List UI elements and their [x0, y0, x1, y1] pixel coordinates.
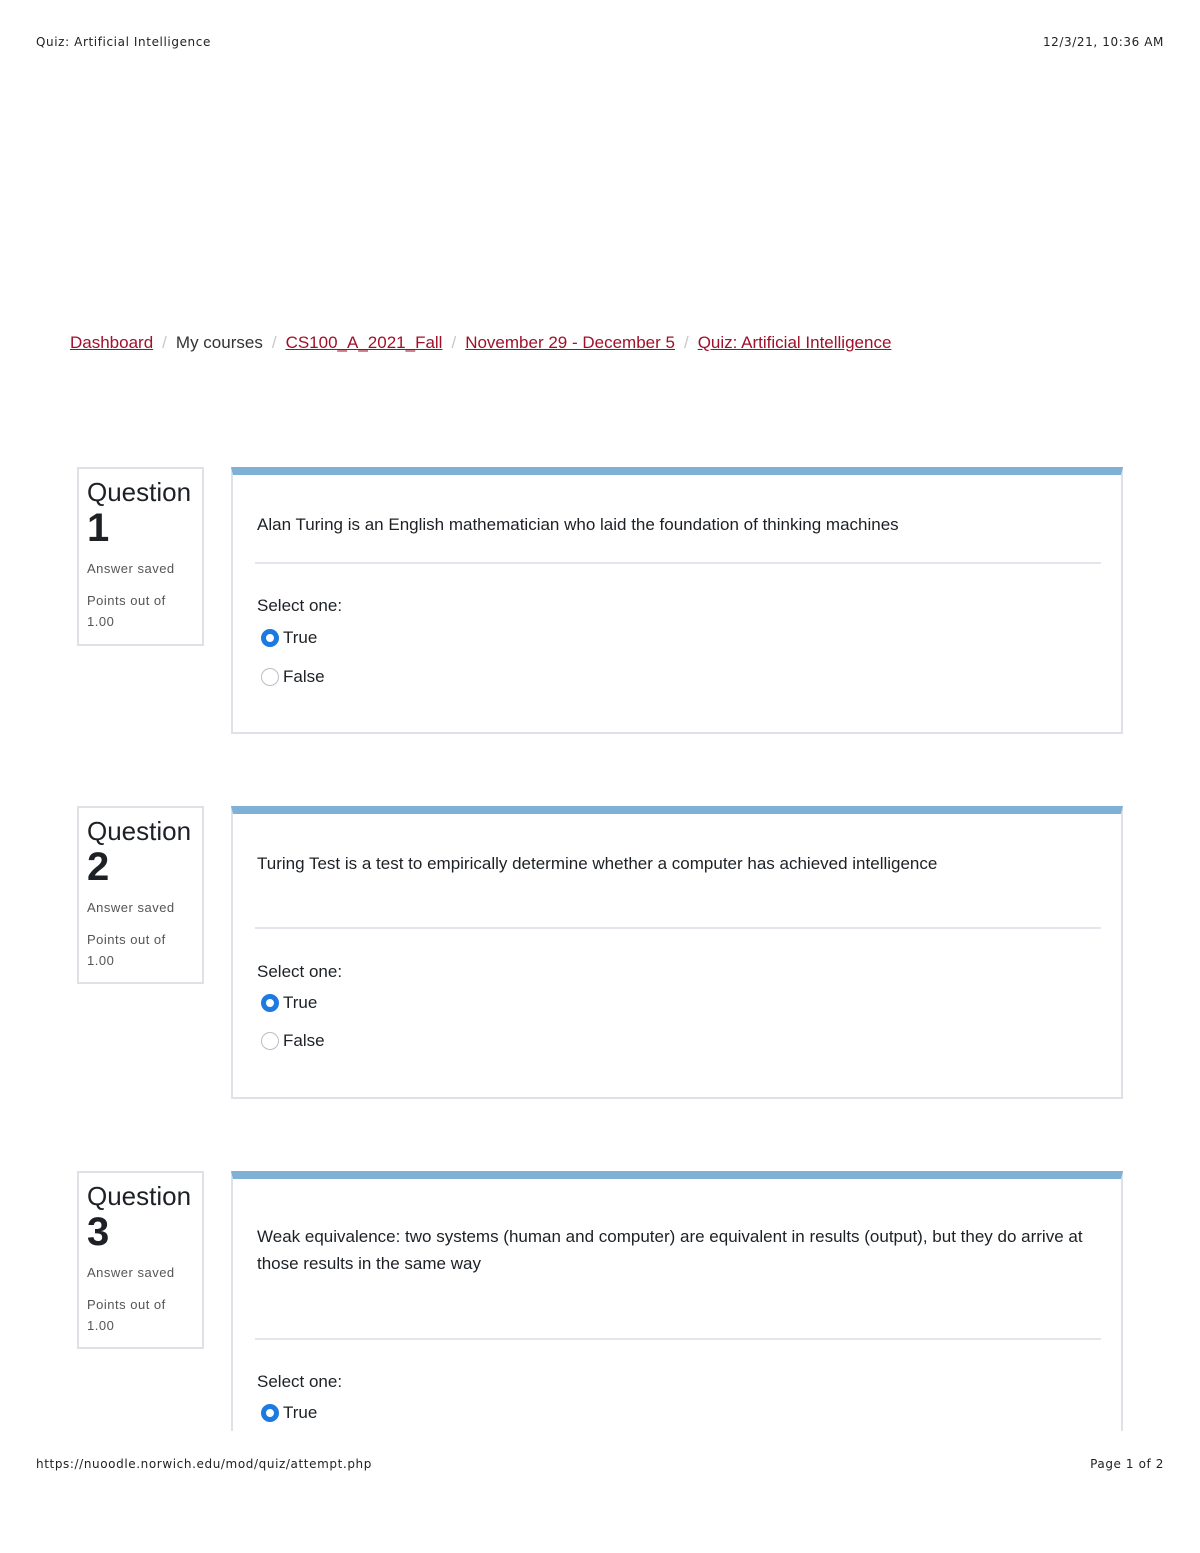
breadcrumb-separator: /	[162, 333, 167, 352]
print-url: https://nuoodle.norwich.edu/mod/quiz/attempt.php	[36, 1457, 372, 1471]
divider	[255, 927, 1101, 929]
option-true[interactable]	[261, 628, 317, 648]
question-label: Question	[87, 1181, 192, 1211]
print-page-number: Page 1 of 2	[1090, 1457, 1164, 1471]
breadcrumb-separator: /	[271, 333, 277, 352]
print-datetime: 12/3/21, 10:36 AM	[1042, 35, 1164, 49]
select-prompt: Select one:	[257, 962, 343, 981]
option-label: True	[283, 1403, 318, 1422]
divider	[255, 562, 1101, 564]
option-label: True	[283, 993, 318, 1012]
question-grade	[87, 1294, 194, 1336]
breadcrumb-quiz[interactable]: Quiz: Artificial Intelligence	[697, 333, 892, 352]
question-number: 2	[87, 845, 110, 889]
question-label: Question	[87, 816, 192, 846]
option-label: False	[283, 667, 325, 686]
option-true[interactable]	[261, 993, 317, 1013]
question-text: Alan Turing is an English mathematician who laid the foundation of thinking machines	[257, 515, 899, 534]
divider	[255, 1338, 1101, 1340]
breadcrumb-separator: /	[451, 333, 457, 352]
breadcrumb-separator: /	[683, 333, 689, 352]
radio-checked-icon[interactable]	[261, 629, 279, 647]
question-3-info	[77, 1171, 204, 1349]
radio-checked-icon[interactable]	[261, 1404, 279, 1422]
option-false[interactable]	[261, 667, 325, 687]
grade-label: Points out of	[87, 1297, 166, 1312]
question-state: Answer saved	[87, 561, 175, 576]
question-state: Answer saved	[87, 900, 175, 915]
grade-value: 1.00	[87, 1318, 115, 1333]
question-text: Turing Test is a test to empirically determine whether a computer has achieved intelligence	[257, 854, 938, 873]
question-1-info	[77, 467, 204, 646]
grade-value: 1.00	[87, 614, 115, 629]
breadcrumb-dashboard[interactable]: Dashboard	[70, 333, 154, 352]
grade-value: 1.00	[87, 953, 115, 968]
breadcrumb-week[interactable]: November 29 - December 5	[465, 333, 675, 352]
print-footer	[36, 1457, 1164, 1471]
select-prompt: Select one:	[257, 1372, 343, 1391]
breadcrumb	[70, 333, 891, 353]
question-number: 1	[87, 506, 110, 550]
option-label: True	[283, 628, 318, 647]
question-number: 3	[87, 1210, 110, 1254]
print-title: Quiz: Artificial Intelligence	[36, 35, 211, 49]
question-text: Weak equivalence: two systems (human and computer) are equivalent in results (output), but they do arrive at those results in the same way	[257, 1227, 1083, 1273]
question-grade	[87, 590, 194, 632]
print-header	[36, 35, 1164, 49]
question-2-info	[77, 806, 204, 984]
select-prompt: Select one:	[257, 596, 343, 615]
question-2-content	[231, 806, 1123, 1099]
breadcrumb-my-courses: My courses	[175, 333, 263, 352]
option-label: False	[283, 1031, 325, 1050]
option-false[interactable]	[261, 1031, 325, 1051]
question-3-content	[231, 1171, 1123, 1431]
question-label: Question	[87, 477, 192, 507]
radio-checked-icon[interactable]	[261, 994, 279, 1012]
grade-label: Points out of	[87, 932, 166, 947]
breadcrumb-course[interactable]: CS100_A_2021_Fall	[285, 333, 443, 352]
radio-unchecked-icon[interactable]	[261, 668, 279, 686]
grade-label: Points out of	[87, 593, 166, 608]
option-true[interactable]	[261, 1403, 317, 1423]
radio-unchecked-icon[interactable]	[261, 1032, 279, 1050]
question-state: Answer saved	[87, 1265, 175, 1280]
question-1-content	[231, 467, 1123, 734]
question-grade	[87, 929, 194, 971]
